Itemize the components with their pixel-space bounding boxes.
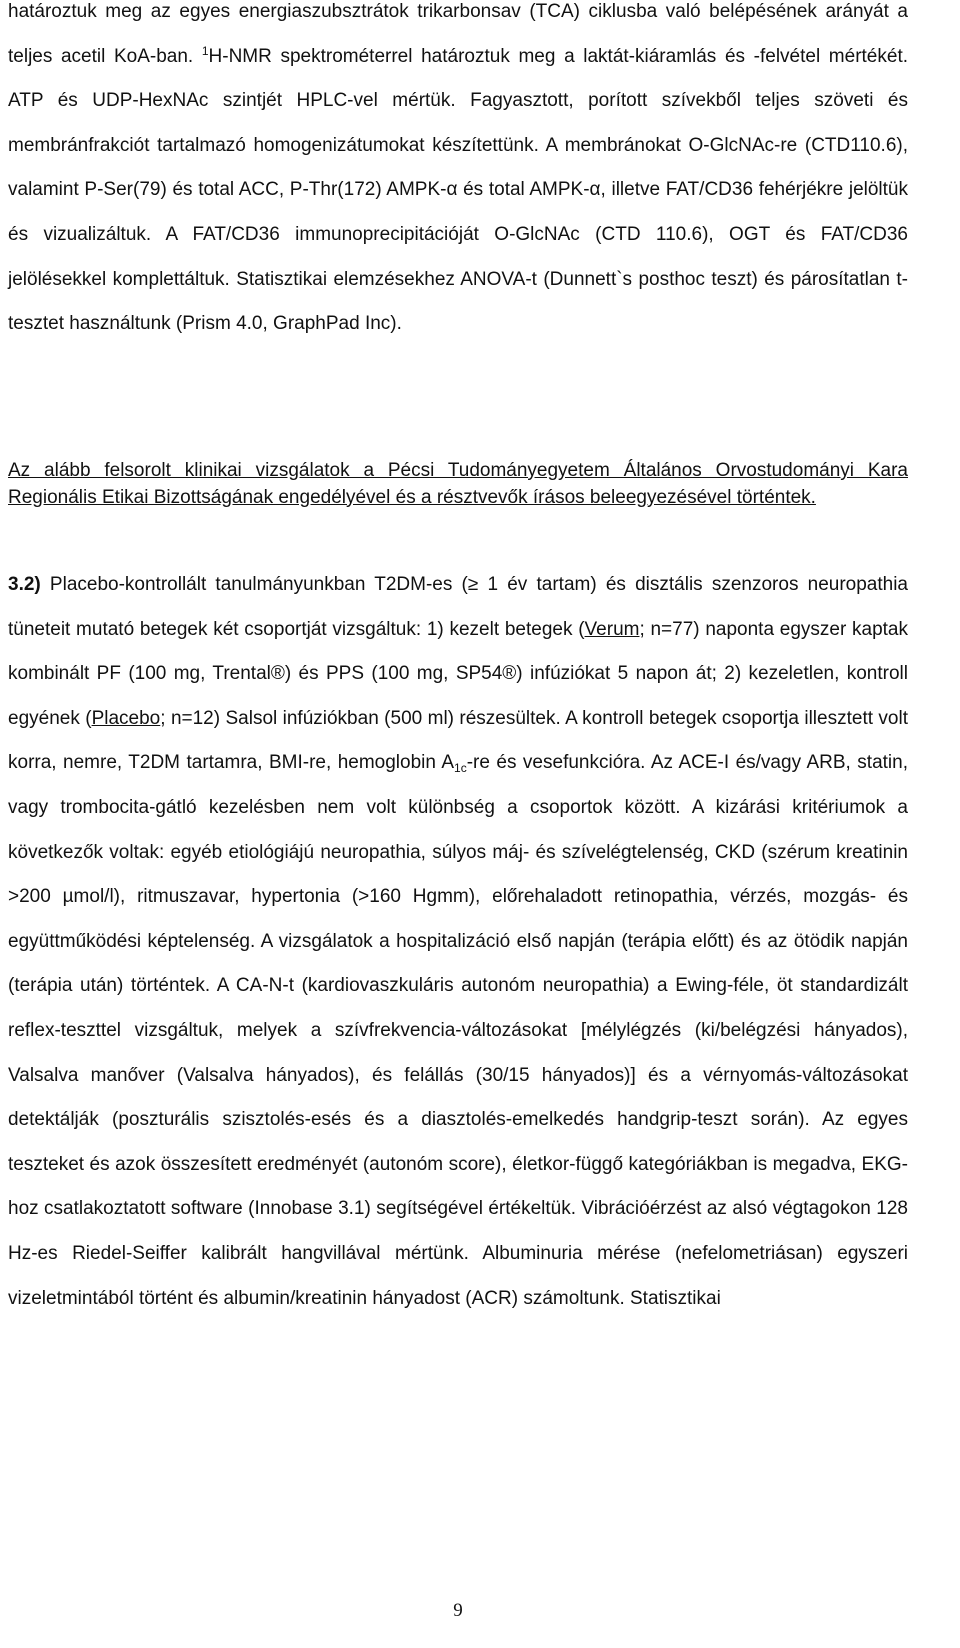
verum-term: Verum	[584, 618, 640, 640]
clinical-text-4: -re és vesefunkcióra. Az ACE-I és/vagy ARB, statin, vagy trombocita-gátló kezelésben nem volt különbség a csoportok között. A kizárási kritériumok a következők voltak: egyéb etiológiájú neuropathia, súlyos máj- és szívelégtelenség, CKD (szérum kreatinin >200 µmol/l), ritmuszavar, hypertonia (>160 Hgmm), előrehaladott retinopathia, vérzés, mozgás- és együttműködési képtelenség. A vizsgálatok a hospitalizáció első napján (terápia előtt) és az ötödik napján (terápia után) történtek. A CA-N-t (kardiovaszkuláris autonóm neuropathia) a Ewing-féle, öt standardizált reflex-teszttel vizsgáltuk, melyek a szívfrekvencia-változásokat [mélylégzés (ki/belégzési hányados), Valsalva manőver (Valsalva hányados), és felállás (30/15 hányados)] és a vérnyomás-változásokat detektálják (poszturális szisztolés-esés és a diasztolés-emelkedés handgrip-teszt során). Az egyes teszteket és azok összesített eredményét (autonóm score), életkor-függő kategóriákban is megadva, EKG-hoz csatlakoztatott software (Innobase 3.1) segítségével értékeltük. Vibrációérzést az alsó végtagokon 128 Hz-es Riedel-Seiffer kalibrált hangvillával mértünk. Albuminuria mérése (nefelometriásan) egyszeri vizeletmintából történt és albumin/kreatinin hányadost (ACR) számoltunk. Statisztikai	[8, 752, 908, 1309]
clinical-text-3: ; n=12) Salsol infúziókban (500 ml) részesültek. A kontroll betegek csoportja illesztett volt korra, nemre, T2DM tartamra, BMI-re, hemoglobin A	[8, 707, 908, 774]
page-number: 9	[453, 1600, 463, 1621]
document-page	[8, 0, 908, 1648]
clinical-text-1: Placebo-kontrollált tanulmányunkban T2DM-es (≥ 1 év tartam) és disztális szenzoros neuropathia tüneteit mutató betegek két csoportját vizsgáltuk: 1) kezelt betegek (	[8, 574, 908, 640]
paragraph-clinical-study	[8, 563, 908, 1321]
paragraph-methods	[8, 0, 908, 347]
paragraph-methods-rest: H-NMR spektrométerrel határoztuk meg a laktát-kiáramlás és -felvétel mértékét. ATP és UDP-HexNAc szintjét HPLC-vel mértük. Fagyasztott, porított szívekből teljes szöveti és membránfrakciót tartalmazó homogenizátumokat készítettünk. A membránokat O-GlcNAc-re (CTD110.6), valamint P-Ser(79) és total ACC, P-Thr(172) AMPK-α és total AMPK-α, illetve FAT/CD36 fehérjékre jelöltük és vizualizáltuk. A FAT/CD36 immunoprecipitációját O-GlcNAc (CTD 110.6), OGT és FAT/CD36 jelölésekkel komplettáltuk. Statisztikai elemzésekhez ANOVA-t (Dunnett`s posthoc teszt) és párosítatlan t-tesztet használtunk (Prism 4.0, GraphPad Inc).	[8, 45, 909, 335]
paragraph-ethics: Az alább felsorolt klinikai vizsgálatok a Pécsi Tudományegyetem Általános Orvostudományi Kara Regionális Etikai Bizottságának engedélyével és a résztvevők írásos beleegyezésével történtek.	[8, 460, 908, 508]
section-number: 3.2	[8, 574, 35, 595]
placebo-term: Placebo	[91, 707, 161, 729]
clinical-text-2: ; n=77) naponta egyszer kaptak kombinált PF (100 mg, Trental®) és PPS (100 mg, SP54®) infúziókat 5 napon át; 2) kezeletlen, kontroll egyének (	[8, 618, 909, 729]
section-number-paren: )	[34, 574, 41, 595]
subscript-1c: 1c	[454, 761, 467, 776]
superscript-1: 1	[201, 43, 209, 58]
paragraph-methods-lead: határoztuk meg az egyes energiaszubsztrátok trikarbonsav (TCA) ciklusba való belépésének arányát a teljes acetil KoA-ban.	[8, 1, 908, 67]
